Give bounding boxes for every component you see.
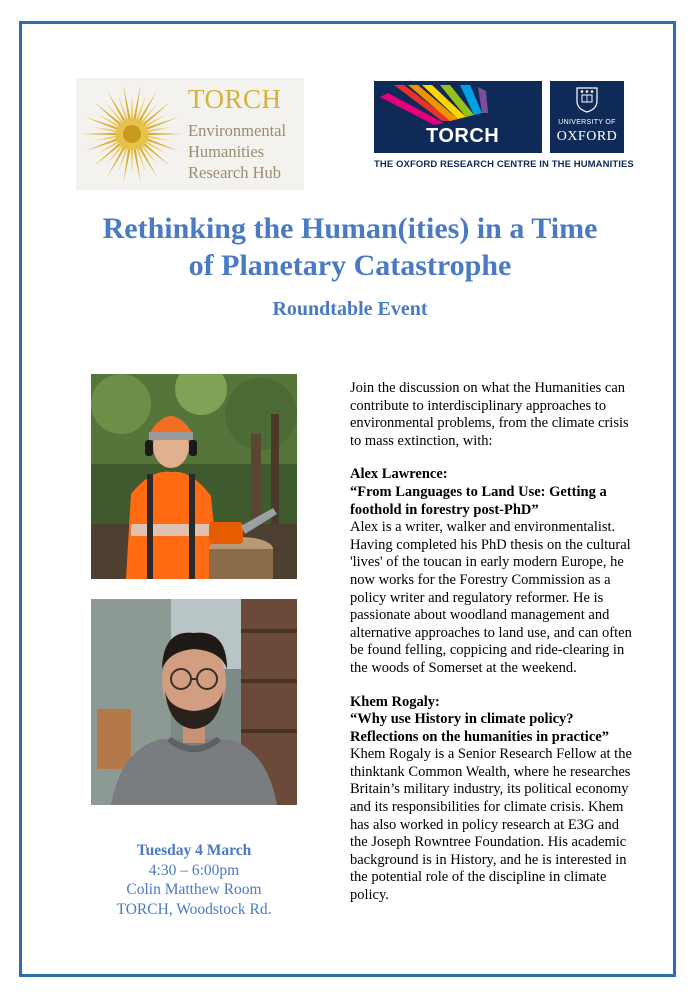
hub-logo-name: TORCH — [188, 84, 282, 114]
event-title — [60, 210, 640, 284]
event-venue: TORCH, Woodstock Rd. — [116, 900, 272, 918]
env-humanities-hub-logo — [76, 78, 304, 190]
speaker-name: Khem Rogaly: — [350, 693, 440, 710]
event-title-line: of Planetary Catastrophe — [188, 249, 512, 282]
hub-subtitle-line: Environmental — [188, 121, 287, 140]
event-title-line: Rethinking the Human(ities) in a Time — [102, 212, 598, 245]
forestry-photo-image — [91, 374, 297, 579]
intro-paragraph: Join the discussion on what the Humanities can contribute to interdisciplinary approaches to environmental problems, from the climate crisis to mass extinction, with: — [350, 380, 629, 449]
speaker-photo-khem — [91, 599, 297, 805]
oxford-logo-line2: OXFORD — [556, 129, 618, 144]
hub-logo-subtitle — [188, 120, 306, 183]
speaker-bio: Khem Rogaly is a Senior Research Fellow at the thinktank Common Wealth, where he researches Britain’s military industry, its political economy and its responsibilities for climate crisis. Khem has also worked in policy research at E3G and the Joseph Rowntree Foundation. His academic background is in History, and he is interested in the potential role of the discipline in climate policy. — [350, 746, 632, 904]
torch-logo — [374, 81, 542, 153]
talk-title: “Why use History in climate policy? Reflections on the humanities in practice” — [350, 711, 609, 745]
event-description — [350, 380, 635, 905]
event-room: Colin Matthew Room — [126, 881, 262, 898]
talk-title: “From Languages to Land Use: Getting a foothold in forestry post-PhD” — [350, 483, 607, 518]
sun-emblem-icon — [80, 82, 184, 186]
torch-logo-word: TORCH — [426, 125, 500, 147]
speaker-bio: Alex is a writer, walker and environmentalist. Having completed his PhD thesis on the cultural 'lives' of the toucan in early modern Europe, he now works for the Forestry Commission as a policy writer and regulatory reformer. He is passionate about woodland management and alternative approaches to land use, and can often be found felling, coppicing and ride-clearing in the woods of Somerset at the weekend. — [350, 519, 632, 676]
speaker-name: Alex Lawrence: — [350, 466, 448, 483]
event-time: 4:30 – 6:00pm — [148, 861, 240, 879]
event-subtitle: Roundtable Event — [272, 298, 428, 320]
torch-oxford-logo — [374, 81, 634, 175]
hub-subtitle-line: Humanities — [188, 142, 265, 161]
oxford-logo-line1: UNIVERSITY OF — [558, 119, 616, 126]
oxford-logo — [550, 81, 624, 153]
oxford-crest-icon — [576, 87, 598, 113]
event-details — [91, 841, 297, 919]
event-date: Tuesday 4 March — [136, 842, 252, 859]
portrait-photo-image — [91, 599, 297, 805]
torch-tagline: THE OXFORD RESEARCH CENTRE IN THE HUMANITIES — [374, 159, 634, 170]
speaker-photo-alex — [91, 374, 297, 579]
hub-subtitle-line: Research Hub — [188, 163, 282, 182]
